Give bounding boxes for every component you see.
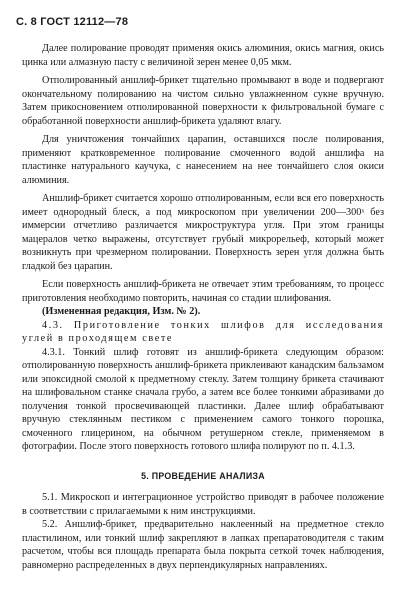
paragraph-quality-criteria: Аншлиф-брикет считается хорошо отполированным, если вся его поверхность имеет однородный блеск, а под микроскопом при увеличении 200—300ˣ без иммерсии отчетливо различается микроструктура угля. При этом границы мацералов четко выражены, отсутствует грубый микрорельеф, который может возникнуть при чрезмерном полировании. Поверхность зерен угля должна быть гладкой без царапин. [22, 193, 384, 272]
paragraph-scratch-removal: Для уничтожения тончайших царапин, оставшихся после полирования, применяют кратковременное полирование смоченного водой аншлифа на пластинке натурального каучука, с нанесением на нее тончайшего слоя окиси алюминия. [22, 134, 384, 186]
paragraph-polishing-materials: Далее полирование проводят применяя окись алюминия, окись магния, окись цинка или алмазную пасту с величиной зерен менее 0,05 мкм. [22, 43, 384, 68]
paragraph-sample-mounting: 5.2. Аншлиф-брикет, предварительно наклеенный на предметное стекло пластилином, или тонкий шлиф закрепляют в лапках препаратоводителя с таким расчетом, чтобы вся площадь препарата была покрыта сеткой точек наблюдения, равномерно распределенных в двух перпендикулярных направлениях. [22, 519, 384, 571]
page-header: С. 8 ГОСТ 12112—78 [16, 16, 129, 28]
spacer [22, 483, 384, 491]
paragraph-repeat-process: Если поверхность аншлиф-брикета не отвечает этим требованиям, то процесс приготовления необходимо повторить, начиная со стадии шлифования. [22, 279, 384, 304]
paragraph-microscope-setup: 5.1. Микроскоп и интеграционное устройство приводят в рабочее положение в соответствии с прилагаемыми к ним инструкциями. [22, 492, 384, 517]
amendment-note: (Измененная редакция, Изм. № 2). [42, 306, 201, 317]
paragraph-thin-section-prep: 4.3.1. Тонкий шлиф готовят из аншлиф-брикета следующим образом: отполированную поверхность аншлиф-брикета приклеивают канадским бальзамом или эпоксидной смолой к предметному стеклу. Затем толщину брикета стачивают на шлифовальном станке сначала грубо, а затем все более тонкими абразивами до получения тонкой просвечивающей пластинки. Далее шлиф обрабатывают вручную стеклянным пестиком с применением самого тонкого порошка, смоченного глицерином, на обычном ретушерном стекле, применяемом в фотографии. После этого поверхность готового шлифа полируют по п. 4.1.3. [22, 346, 384, 452]
spacer [22, 454, 384, 462]
paragraph-final-polishing: Отполированный аншлиф-брикет тщательно промывают в воде и подвергают окончательному полированию на чистом сильно увлажненном сукне вручную. Затем прикосновением отполированной поверхности к фильтровальной бумаге с обработанной поверхности аншлиф-брикета удаляют влагу. [22, 75, 384, 127]
document-body [22, 42, 384, 572]
section-heading-analysis: 5. ПРОВЕДЕНИЕ АНАЛИЗА [141, 470, 265, 481]
spacer [22, 462, 384, 470]
subsection-heading-thin-sections: 4.3. Приготовление тонких шлифов для исследования углей в проходящем свете [22, 319, 384, 344]
